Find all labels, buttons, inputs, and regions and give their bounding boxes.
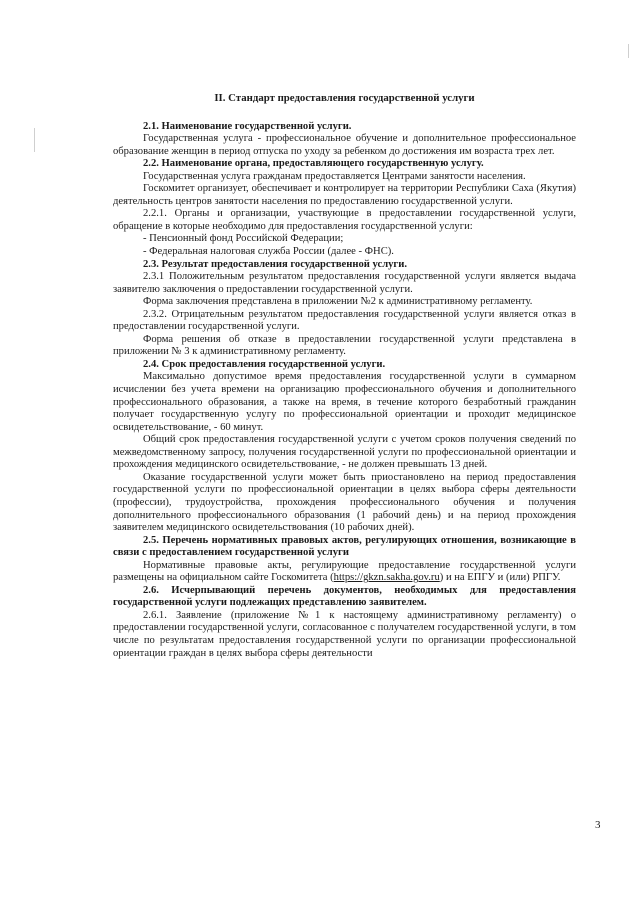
- website-link[interactable]: https://gkzn.sakha.gov.ru: [333, 572, 440, 584]
- paragraph: Государственная услуга гражданам предоставляется Центрами занятости населения.: [143, 170, 526, 182]
- paragraph: Государственная услуга - профессиональное обучение и дополнительное профессиональное образование женщин в период отпуска по уходу за ребенком до достижения им возраста трех лет.: [113, 133, 576, 157]
- paragraph: Форма решения об отказе в предоставлении государственной услуги представлена в приложении № 3 к административному регламенту.: [113, 333, 576, 358]
- paragraph: 2.3.2. Отрицательным результатом предоставления государственной услуги является отказ в предоставлении государственной услуги.: [113, 308, 576, 333]
- paragraph: 2.3.1 Положительным результатом предоставления государственной услуги является выдача заявителю заключения о предоставлении государственной услуги.: [113, 271, 576, 295]
- subsection-title: 2.2. Наименование органа, предоставляющего государственную услугу.: [143, 158, 484, 170]
- subsection-title: 2.5. Перечень нормативных правовых актов, регулирующих отношения, возникающие в связи с предоставлением государственной услуги: [113, 534, 576, 559]
- subsection-title: 2.1. Наименование государственной услуги.: [143, 120, 352, 132]
- subsection-title: 2.6. Исчерпывающий перечень документов, необходимых для предоставления государственной услуги подлежащих представлению заявителем.: [113, 584, 576, 609]
- paragraph: Форма заключения представлена в приложении №2 к административному регламенту.: [143, 296, 533, 308]
- paragraph: Госкомитет организует, обеспечивает и контролирует на территории Республики Саха (Якутия) деятельность центров занятости населения по предоставлению государственной услуги.: [113, 183, 576, 207]
- paragraph-list: [113, 121, 576, 661]
- list-item: - Пенсионный фонд Российской Федерации;: [143, 233, 344, 245]
- list-item: - Федеральная налоговая служба России (далее - ФНС).: [143, 246, 394, 258]
- subsection-title: 2.3. Результат предоставления государственной услуги.: [143, 258, 407, 270]
- paragraph: 2.6.1. Заявление (приложение №1 к настоящему административному регламенту) о предоставлении государственной услуги, согласованное с получателем государственной услуги, в том числе по результатам предоставления государственной услуги по организации профессиональной ориентации граждан в целях выбора сферы деятельности: [113, 609, 576, 659]
- section-heading: II. Стандарт предоставления государственной услуги: [214, 92, 475, 104]
- paragraph: Максимально допустимое время предоставления государственной услуги в суммарном исчислении без учета времени на организацию профессионального обучения и дополнительного профессионального образования, а также на время, в течение которого безработный гражданин получает государственную услугу по профессиональной ориентации и проходит медицинское освидетельствование, - 60 минут.: [113, 371, 576, 433]
- page-number: 3: [595, 819, 601, 831]
- paragraph: 2.2.1. Органы и организации, участвующие в предоставлении государственной услуги, обращение в которые необходимо для предоставления государственной услуги:: [113, 208, 576, 232]
- paragraph: Оказание государственной услуги может быть приостановлено на период предоставления государственной услуги по профессиональной ориентации в целях выбора сферы деятельности (профессии), трудоустройства, прохождения профессионального обучения и получения дополнительного профессионального образования (1 рабочий день) и на период прохождения заявителем медицинского освидетельствования (10 рабочих дней).: [113, 471, 576, 534]
- paragraph: Общий срок предоставления государственной услуги с учетом сроков получения сведений по межведомственному запросу, получения государственной услуги по профессиональной ориентации и прохождения медицинского освидетельствование, - не должен превышать 13 дней.: [113, 434, 576, 471]
- paragraph-text: ) и на ЕПГУ и (или) РПГУ.: [439, 572, 561, 584]
- paragraph-text: Нормативные правовые акты, регулирующие предоставление государственной услуги размещены на официальном сайте Госкомитета (: [113, 559, 576, 584]
- paragraph: [113, 560, 576, 585]
- left-margin-artifact: [34, 128, 35, 152]
- right-margin-artifact: [628, 44, 629, 58]
- subsection-title: 2.4. Срок предоставления государственной услуги.: [143, 358, 386, 370]
- document-body: [113, 92, 576, 660]
